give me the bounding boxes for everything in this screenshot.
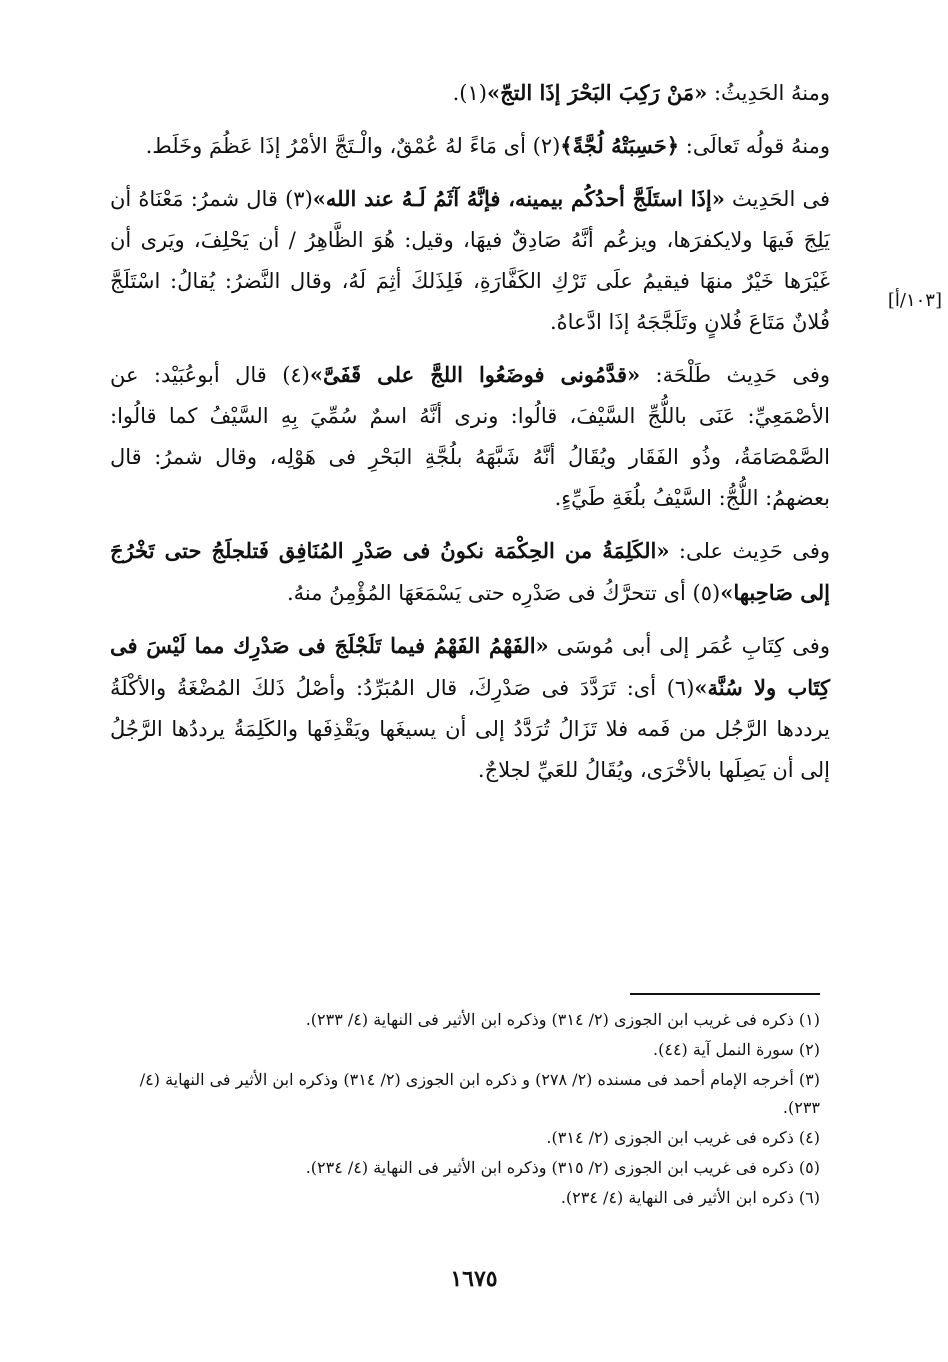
paragraph <box>110 72 830 114</box>
paragraph-intro: وفى حَدِيث طَلْحَة: <box>640 363 830 387</box>
paragraph-intro: وفى كِتَابِ عُمَر إلى أبى مُوسَى <box>548 634 830 658</box>
hadith-quote: «إذَا استَلَجَّ أحدُكُم بيمينه، فإنَّهُ آثَمُ لَـهُ عند الله» <box>312 186 725 211</box>
paragraph-commentary: (٢) أى مَاءً لهُ عُمْقٌ، والْـتَجَّ الأمْرُ إذَا عَظُمَ وخَلَط. <box>145 134 561 158</box>
paragraph-commentary: (٥) أى تتحرَّكُ فى صَدْرِه حتى يَسْمَعَهَا المُؤْمِنُ منهُ. <box>286 581 721 605</box>
hadith-quote: «مَنْ رَكِبَ البَحْرَ إذَا التجّ» <box>486 80 708 105</box>
footnote: (٣) أخرجه الإمام أحمد فى مسنده (٢/ ٢٧٨) و ذكره ابن الجوزى (٢/ ٣١٤) وذكره ابن الأثير فى النهاية (٤/ ٢٣٣). <box>139 1070 820 1117</box>
paragraph <box>110 125 830 167</box>
footnote-divider <box>630 993 820 995</box>
paragraph-intro: فى الحَدِيث <box>724 187 830 211</box>
paragraph <box>110 354 830 519</box>
folio-side-reference: [١٠٣/أ] <box>887 290 942 311</box>
footnotes <box>120 1006 820 1214</box>
footnote: (٢) سورة النمل آية (٤٤). <box>653 1040 820 1059</box>
paragraph-intro: وفى حَدِيث على: <box>669 539 830 563</box>
hadith-quote: «الفَهْمُ الفَهْمُ فيما تَلَجْلَجَ فى صَدْرِك مما لَيْسَ فى كِتَاب ولا سُنَّة» <box>110 633 830 700</box>
paragraph-intro: ومنهُ الحَدِيثُ: <box>707 81 830 105</box>
paragraph <box>110 625 830 791</box>
footnote: (٦) ذكره ابن الأثير فى النهاية (٤/ ٢٣٤). <box>560 1188 820 1207</box>
paragraph-commentary: (٤) قال أبوعُبَيْد: عن الأصْمَعِيِّ: عَنَى باللُّجِّ السَّيْفَ، قالُوا: ونرى أنَّهُ اسمٌ سُمِّيَ بِهِ السَّيْفُ كما قالُوا: الصَّمْصَامَةُ، وذُو الفَقَار ويُقَالُ أنَّهُ شَبَّهَهُ بلُجَّةِ البَحْرِ فى هَوْلِه، وقال شمرُ: قال بعضهمُ: اللُّجُّ: السَّيْفُ بلُغَةِ طَيِّءٍ. <box>110 363 830 510</box>
footnote: (٥) ذكره فى غريب ابن الجوزى (٢/ ٣١٥) وذكره ابن الأثير فى النهاية (٤/ ٢٣٤). <box>305 1158 820 1177</box>
paragraph-commentary: (١). <box>452 81 487 105</box>
footnote: (١) ذكره فى غريب ابن الجوزى (٢/ ٣١٤) وذكره ابن الأثير فى النهاية (٤/ ٢٣٣). <box>305 1010 820 1029</box>
footnote: (٤) ذكره فى غريب ابن الجوزى (٢/ ٣١٤). <box>546 1128 820 1147</box>
page-number: ١٦٧٥ <box>450 1266 498 1292</box>
quran-quote: ﴿حَسِبَتْهُ لُجَّةً﴾ <box>560 133 680 158</box>
paragraph <box>110 178 830 343</box>
paragraph-intro: ومنهُ قولُه تَعالَى: <box>679 134 830 158</box>
hadith-quote: «قدَّمُونى فوضَعُوا اللجَّ على قَفَىَّ» <box>309 362 641 387</box>
paragraph <box>110 530 830 614</box>
paragraph-commentary: (٣) قال شمرُ: مَعْنَاهُ أن يَلِجَ فَيهَا ولايكفرَها، ويزعُم أنَّهُ صَادِقٌ فيهَا، وقيل: هُوَ الظَّاهِرُ / أن يَحْلِفَ، ويَرى أن غَيْرَها خَيْرٌ منهَا فيقيمُ علَى تَرْكِ الكَفَّارَةِ، فَلِذَلكَ أثِمَ لَهُ، وقال النَّضرُ: يُقالُ: اسْتَلَجَّ فُلانٌ مَتَاعَ فُلانٍ وتَلَجَّجَهُ إذَا ادَّعاهُ. <box>110 187 830 334</box>
hadith-quote: «الكَلِمَةُ من الحِكْمَة نكونُ فى صَدْرِ المُنَافِق فَتلجلَجُ حتى تَخْرُجَ إلى صَاحِبها» <box>110 538 830 605</box>
paragraph-commentary: (٦) أى: تَرَدَّدَ فى صَدْرِكَ، قال المُبَرِّدُ: وأصْلُ ذَلكَ المُضْغَةُ والأكْلَةُ يرددها الرَّجُل من فَمه فلا تَزَالُ تُرَدَّدُ إلى أن يسيغَها ويَقْذِفَها والكَلِمَةُ يرددُها الرَّجُلُ إلى أن يَصِلَها بالأخْرَى، ويُقَالُ للعَيِّ لجلاجٌ. <box>110 676 830 782</box>
main-text <box>110 72 830 802</box>
